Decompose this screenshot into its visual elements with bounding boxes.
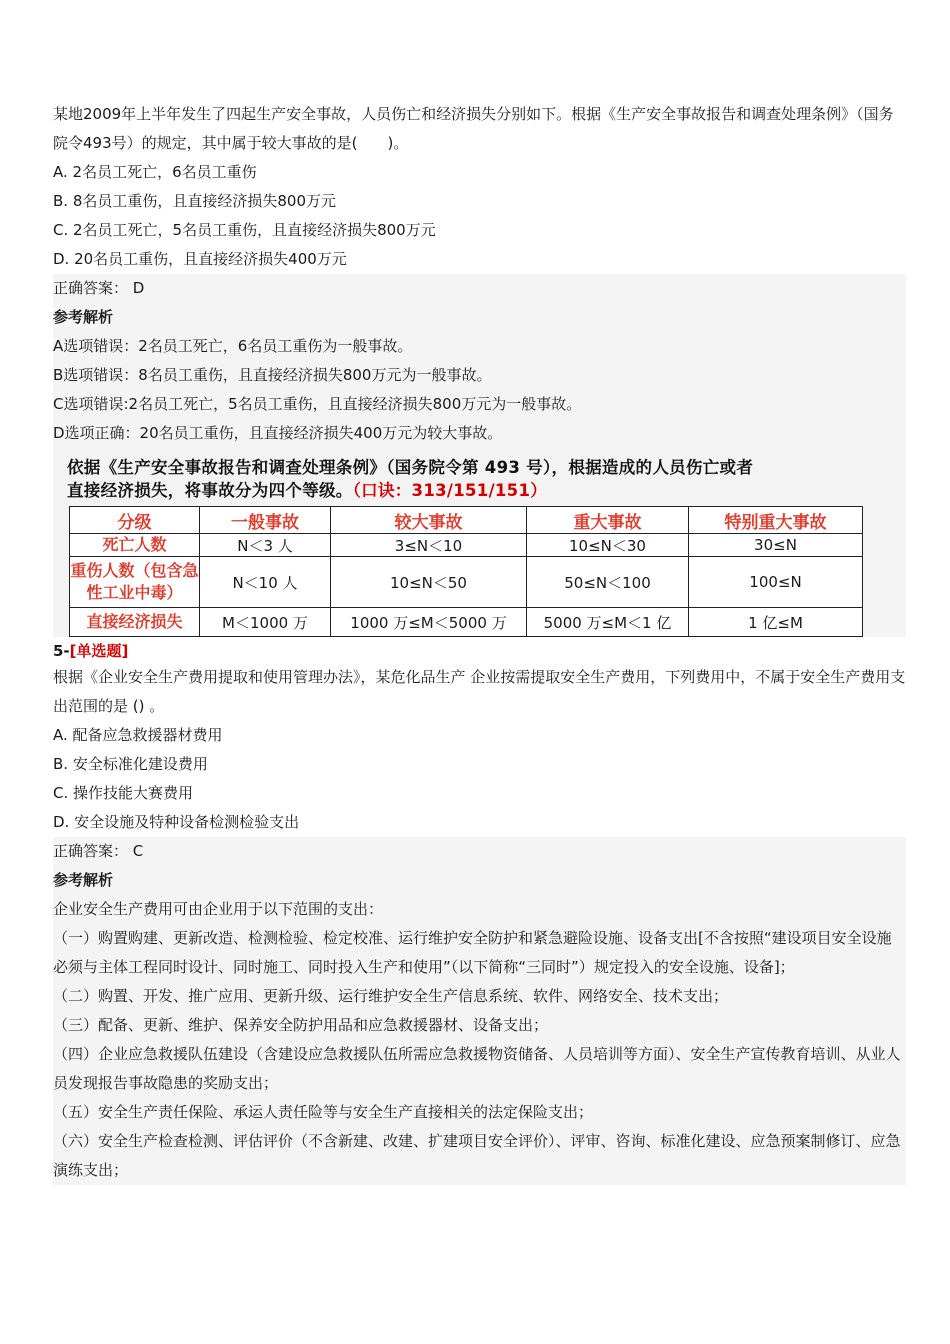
analysis-line: A选项错误：2名员工死亡，6名员工重伤为一般事故。	[53, 337, 413, 355]
table-cell: 30≤N	[689, 534, 863, 557]
table-header: 一般事故	[200, 507, 331, 534]
table-cell: 100≤N	[689, 557, 863, 608]
table-header: 特别重大事故	[689, 507, 863, 534]
analysis-line: B选项错误：8名员工重伤，且直接经济损失800万元为一般事故。	[53, 366, 492, 384]
answer-label: 正确答案：	[53, 279, 129, 297]
answer-value: C	[132, 842, 144, 860]
option-d: D. 安全设施及特种设备检测检验支出	[53, 813, 300, 831]
analysis-line: （三）配备、更新、维护、保养安全防护用品和应急救援器材、设备支出；	[53, 1016, 549, 1034]
question-stem: 某地2009年上半年发生了四起生产安全事故，人员伤亡和经济损失分别如下。根据《生产安全事故报告和调查处理条例》（国务院令493号）的规定，其中属于较大事故的是( )。	[53, 105, 894, 152]
answer-section	[53, 274, 906, 637]
table-row	[70, 534, 863, 557]
document-page	[53, 100, 906, 1185]
table-header: 较大事故	[331, 507, 527, 534]
option-c: C. 2名员工死亡，5名员工重伤，且直接经济损失800万元	[53, 221, 436, 239]
analysis-line: （二）购置、开发、推广应用、更新升级、运行维护安全生产信息系统、软件、网络安全、技术支出；	[53, 987, 729, 1005]
caption-text: 直接经济损失，将事故分为四个等级。	[67, 481, 353, 500]
correct-answer	[53, 274, 906, 303]
table-cell: 50≤N＜100	[527, 557, 689, 608]
mnemonic: （口诀：313/151/151）	[352, 481, 548, 500]
caption-line-2	[67, 479, 869, 502]
option-b: B. 8名员工重伤，且直接经济损失800万元	[53, 192, 337, 210]
answer-value: D	[132, 279, 145, 297]
option-a: A. 2名员工死亡，6名员工重伤	[53, 163, 257, 181]
row-header: 重伤人数（包含急性工业中毒）	[70, 557, 200, 608]
answer-section	[53, 837, 906, 1185]
analysis-line: D选项正确：20名员工重伤，且直接经济损失400万元为较大事故。	[53, 424, 503, 442]
table-cell: 3≤N＜10	[331, 534, 527, 557]
table-cell: M＜1000 万	[200, 608, 331, 637]
table-cell: 10≤N＜30	[527, 534, 689, 557]
question-number: 5-	[53, 642, 70, 660]
accident-grade-table	[69, 506, 863, 637]
table-cell: N＜10 人	[200, 557, 331, 608]
answer-label: 正确答案：	[53, 842, 129, 860]
table-cell: 1 亿≤M	[689, 608, 863, 637]
table-header-row	[70, 507, 863, 534]
table-cell: N＜3 人	[200, 534, 331, 557]
table-header: 重大事故	[527, 507, 689, 534]
analysis-line: （四）企业应急救援队伍建设（含建设应急救援队伍所需应急救援物资储备、人员培训等方面）、安全生产宣传教育培训、从业人员发现报告事故隐患的奖励支出；	[53, 1045, 901, 1092]
accident-grade-image	[61, 454, 869, 637]
table-row	[70, 608, 863, 637]
row-header: 直接经济损失	[70, 608, 200, 637]
option-d: D. 20名员工重伤，且直接经济损失400万元	[53, 250, 347, 268]
table-cell: 10≤N＜50	[331, 557, 527, 608]
analysis-line: （五）安全生产责任保险、承运人责任险等与安全生产直接相关的法定保险支出；	[53, 1103, 594, 1121]
option-a: A. 配备应急救援器材费用	[53, 726, 223, 744]
question-header	[53, 639, 906, 663]
option-b: B. 安全标准化建设费用	[53, 755, 208, 773]
caption-line-1: 依据《生产安全事故报告和调查处理条例》（国务院令第 493 号），根据造成的人员伤亡或者	[67, 458, 754, 477]
analysis-title: 参考解析	[53, 308, 114, 326]
image-caption	[61, 454, 869, 502]
option-c: C. 操作技能大赛费用	[53, 784, 194, 802]
table-cell: 5000 万≤M＜1 亿	[527, 608, 689, 637]
row-header: 死亡人数	[70, 534, 200, 557]
table-header: 分级	[70, 507, 200, 534]
analysis-line: （一）购置购建、更新改造、检测检验、检定校准、运行维护安全防护和紧急避险设施、设备支出[不含按照“建设项目安全设施必须与主体工程同时设计、同时施工、同时投入生产和使用”（以下简称“三同时”）规定投入的安全设施、设备]；	[53, 929, 892, 976]
question-stem: 根据《企业安全生产费用提取和使用管理办法》，某危化品生产 企业按需提取安全生产费用，下列费用中，不属于安全生产费用支出范围的是 () 。	[53, 668, 906, 715]
correct-answer	[53, 837, 906, 866]
question-type: [单选题]	[69, 642, 129, 660]
table-cell: 1000 万≤M＜5000 万	[331, 608, 527, 637]
analysis-title: 参考解析	[53, 871, 114, 889]
analysis-line: C选项错误:2名员工死亡，5名员工重伤，且直接经济损失800万元为一般事故。	[53, 395, 582, 413]
analysis-line: （六）安全生产检查检测、评估评价（不含新建、改建、扩建项目安全评价）、评审、咨询、标准化建设、应急预案制修订、应急演练支出；	[53, 1132, 901, 1179]
analysis-line: 企业安全生产费用可由企业用于以下范围的支出：	[53, 900, 384, 918]
table-row	[70, 557, 863, 608]
